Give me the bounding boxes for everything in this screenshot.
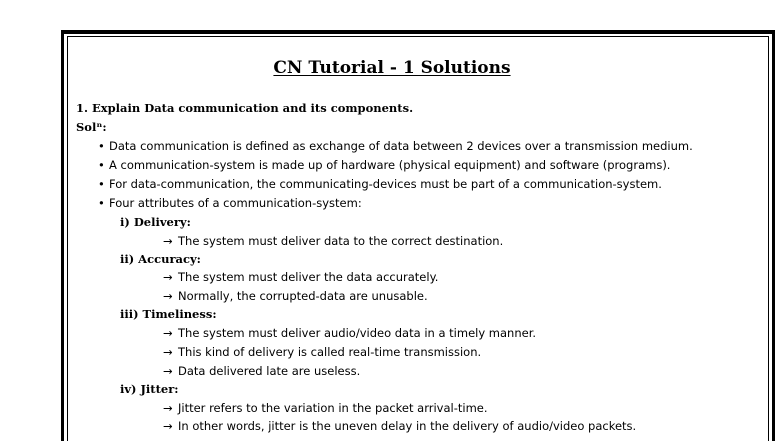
bullet-item: [98, 139, 693, 153]
attribute-heading-jitter: iv) Jitter:: [120, 382, 179, 396]
attribute-point: [163, 364, 360, 378]
page-title: CN Tutorial - 1 Solutions: [273, 58, 511, 78]
arrow-icon: →: [163, 270, 173, 284]
bullet-text: For data-communication, the communicating-devices must be part of a communication-system.: [109, 177, 662, 191]
attribute-point: [163, 326, 536, 340]
bullet-icon: •: [98, 177, 105, 191]
solution-label: Solⁿ:: [76, 120, 107, 134]
attribute-point: [163, 345, 481, 359]
bullet-icon: •: [98, 196, 105, 210]
point-text: Normally, the corrupted-data are unusable.: [178, 289, 428, 303]
arrow-icon: →: [163, 401, 173, 415]
bullet-item: [98, 158, 670, 172]
attribute-point: [163, 401, 488, 415]
point-text: Jitter refers to the variation in the packet arrival-time.: [178, 401, 488, 415]
arrow-icon: →: [163, 419, 173, 433]
bullet-text: A communication-system is made up of hardware (physical equipment) and software (programs).: [109, 158, 671, 172]
point-text: The system must deliver audio/video data in a timely manner.: [178, 326, 537, 340]
attribute-point: [163, 234, 503, 248]
attribute-heading-delivery: i) Delivery:: [120, 215, 191, 229]
point-text: The system must deliver data to the correct destination.: [178, 234, 504, 248]
bullet-icon: •: [98, 158, 105, 172]
bullet-text: Data communication is defined as exchange of data between 2 devices over a transmission medium.: [109, 139, 693, 153]
question-heading: 1. Explain Data communication and its components.: [76, 101, 414, 115]
point-text: The system must deliver the data accurately.: [178, 270, 439, 284]
bullet-icon: •: [98, 139, 105, 153]
arrow-icon: →: [163, 234, 173, 248]
attribute-heading-timeliness: iii) Timeliness:: [120, 307, 217, 321]
arrow-icon: →: [163, 289, 173, 303]
attribute-point: [163, 289, 428, 303]
arrow-icon: →: [163, 364, 173, 378]
bullet-item: [98, 196, 362, 210]
attribute-point: [163, 270, 438, 284]
attribute-point: [163, 419, 636, 433]
attribute-heading-accuracy: ii) Accuracy:: [120, 252, 201, 266]
arrow-icon: →: [163, 326, 173, 340]
point-text: In other words, jitter is the uneven delay in the delivery of audio/video packets.: [178, 419, 637, 433]
arrow-icon: →: [163, 345, 173, 359]
point-text: Data delivered late are useless.: [178, 364, 361, 378]
bullet-text: Four attributes of a communication-system:: [109, 196, 362, 210]
bullet-item: [98, 177, 662, 191]
point-text: This kind of delivery is called real-time transmission.: [178, 345, 482, 359]
